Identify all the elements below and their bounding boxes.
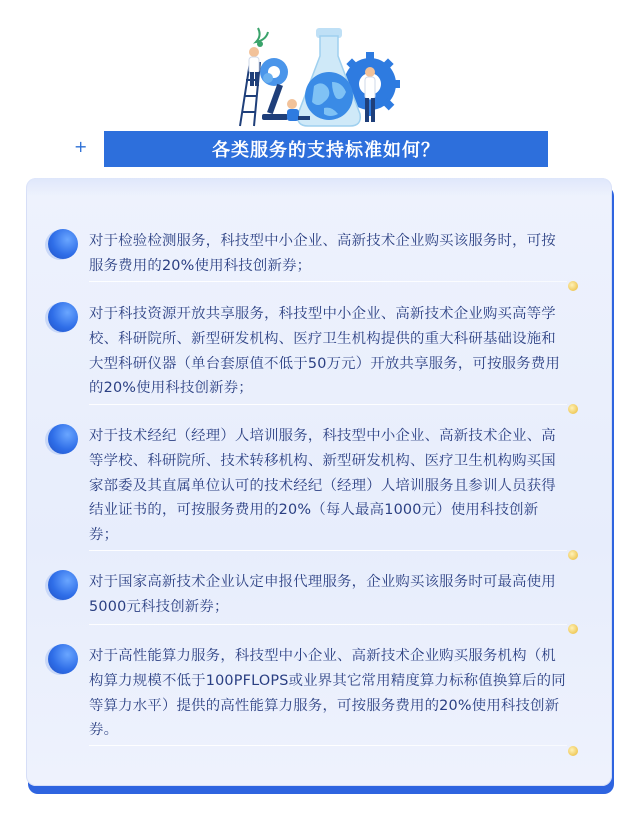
item-text: 对于科技资源开放共享服务，科技型中小企业、高新技术企业购买高等学校、科研院所、新型研发机构、医疗卫生机构提供的重大科研基础设施和大型科研仪器（单台套原值不低于50万元）开放共享服务，可按服务费用的20%使用科技创新券；	[89, 306, 561, 397]
scientist-figure-left	[249, 47, 259, 86]
science-illustration	[232, 22, 412, 134]
bullet-circle-icon	[48, 302, 78, 332]
bullet-circle-icon	[48, 424, 78, 454]
plant-icon	[256, 28, 268, 47]
gold-dot-icon	[568, 550, 578, 560]
gold-dot-icon	[568, 404, 578, 414]
divider	[89, 745, 567, 746]
content-card	[26, 178, 612, 786]
divider	[89, 624, 567, 625]
item-text: 对于国家高新技术企业认定申报代理服务，企业购买该服务时可最高使用5000元科技创新券；	[89, 574, 556, 615]
gold-dot-icon	[568, 624, 578, 634]
decorative-plus-mark: +	[74, 137, 88, 156]
item-text: 对于高性能算力服务，科技型中小企业、高新技术企业购买服务机构（机构算力规模不低于100PFLOPS或业界其它常用精度算力标称值换算后的同等算力水平）提供的高性能算力服务，可按服务费用的20%使用科技创新券。	[89, 648, 566, 739]
divider	[89, 404, 567, 405]
card-top-fade	[26, 178, 612, 196]
gold-dot-icon	[568, 281, 578, 291]
section-title: 各类服务的支持标准如何？	[104, 131, 548, 167]
bullet-circle-icon	[48, 229, 78, 259]
divider	[89, 550, 567, 551]
gold-dot-icon	[568, 746, 578, 756]
item-text: 对于技术经纪（经理）人培训服务，科技型中小企业、高新技术企业、高等学校、科研院所、技术转移机构、新型研发机构、医疗卫生机构购买国家部委及其直属单位认可的技术经纪（经理）人培训服务且参训人员获得结业证书的，可按服务费用的20%（每人最高1000元）使用科技创新券；	[89, 428, 556, 544]
bullet-circle-icon	[48, 644, 78, 674]
small-gear-icon	[260, 58, 288, 86]
divider	[89, 281, 567, 282]
bullet-circle-icon	[48, 570, 78, 600]
item-text: 对于检验检测服务，科技型中小企业、高新技术企业购买该服务时，可按服务费用的20%使用科技创新券；	[89, 233, 556, 274]
